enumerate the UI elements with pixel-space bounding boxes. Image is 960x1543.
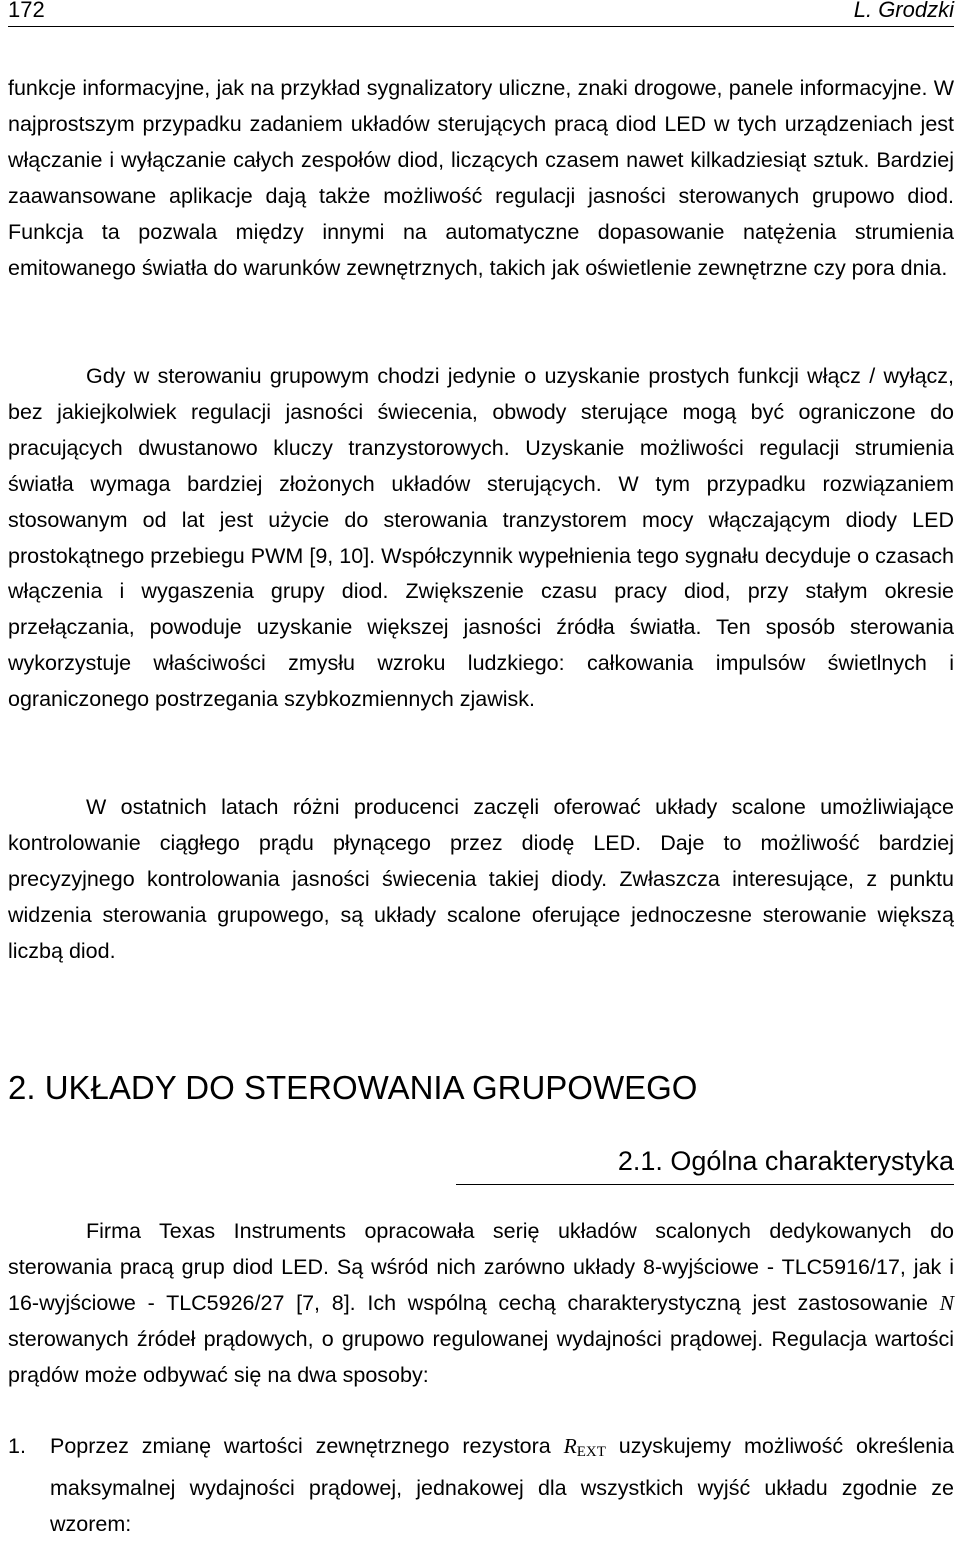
list-item-1 xyxy=(8,1429,954,1543)
list-text-b: uzyskujemy możliwość określenia maksymalnej wydajności prądowej, jednakowej dla wszystkich wyjść układu zgodnie ze wzorem: xyxy=(50,1434,954,1536)
subscript-ext: EXT xyxy=(576,1444,606,1460)
section-heading: 2. UKŁADY DO STEROWANIA GRUPOWEGO xyxy=(8,1069,698,1106)
paragraph-2: Gdy w sterowaniu grupowym chodzi jedynie o uzyskanie prostych funkcji włącz / wyłącz, bez jakiejkolwiek regulacji jasności świecenia, obwody sterujące mogą być ograniczone do pracujących dwustanowo kluczy tranzystorowych. Uzyskanie możliwości regulacji strumienia światła wymaga bardziej złożonych układów sterujących. W tym przypadku rozwiązaniem stosowanym od lat jest użycie do sterowania tranzystorem mocy włączającym diody LED prostokątnego przebiegu PWM [9, 10]. Współczynnik wypełnienia tego sygnału decyduje o czasach włączenia i wygaszenia grupy diod. Zwiększenie czasu pracy diod, przy stałym okresie przełączania, powoduje uzyskanie większej jasności źródła światła. Ten sposób sterowania wykorzystuje właściwości zmysłu wzroku ludzkiego: całkowania impulsów świetlnych i ograniczonego postrzegania szybkozmiennych zjawisk. xyxy=(8,364,954,712)
subsection-rule xyxy=(456,1184,954,1185)
paragraph-3: W ostatnich latach różni producenci zaczęli oferować układy scalone umożliwiające kontrolowanie ciągłego prądu płynącego przez diodę LED. Daje to możliwość bardziej precyzyjnego kontrolowania jasności świecenia takiej diody. Zwłaszcza interesujące, z punktu widzenia sterowania grupowego, są układy scalone oferujące jednoczesne sterowanie większą liczbą diod. xyxy=(8,795,954,963)
paragraph-4 xyxy=(8,1214,954,1394)
paragraph-4-text-a: Firma Texas Instruments opracowała serię układów scalonych dedykowanych do sterowania pracą grup diod LED. Są wśród nich zarówno układy 8-wyjściowe - TLC5916/17, jak i 16-wyjściowe - TLC5926/27 [7, 8]. Ich wspólną cechą charakterystyczną jest zastosowanie xyxy=(8,1219,954,1315)
paragraph-1: funkcje informacyjne, jak na przykład sygnalizatory uliczne, znaki drogowe, panele informacyjne. W najprostszym przypadku zadaniem układów sterujących pracą diod LED w tych urządzeniach jest włączanie i wyłączanie całych zespołów diod, liczących czasem nawet kilkadziesiąt sztuk. Bardziej zaawansowane aplikacje dają także możliwość regulacji jasności sterowanych grupowo diod. Funkcja ta pozwala między innymi na automatyczne dopasowanie natężenia strumienia emitowanego światła do warunków zewnętrznych, takich jak oświetlenie zewnętrzne czy pora dnia. xyxy=(8,76,954,280)
variable-r: R xyxy=(563,1434,577,1458)
page-number: 172 xyxy=(8,0,45,22)
running-author: L. Grodzki xyxy=(853,0,954,22)
subsection-heading: 2.1. Ogólna charakterystyka xyxy=(617,1146,954,1176)
paragraph-4-text-b: sterowanych źródeł prądowych, o grupowo regulowanej wydajności prądowej. Regulacja wartości prądów może odbywać się na dwa sposoby: xyxy=(8,1326,954,1387)
page-header xyxy=(8,0,954,27)
variable-n: N xyxy=(939,1290,954,1315)
list-item-content xyxy=(50,1429,954,1543)
list-marker: 1. xyxy=(8,1434,26,1458)
list-text-a: Poprzez zmianę wartości zewnętrznego rezystora xyxy=(50,1434,564,1458)
